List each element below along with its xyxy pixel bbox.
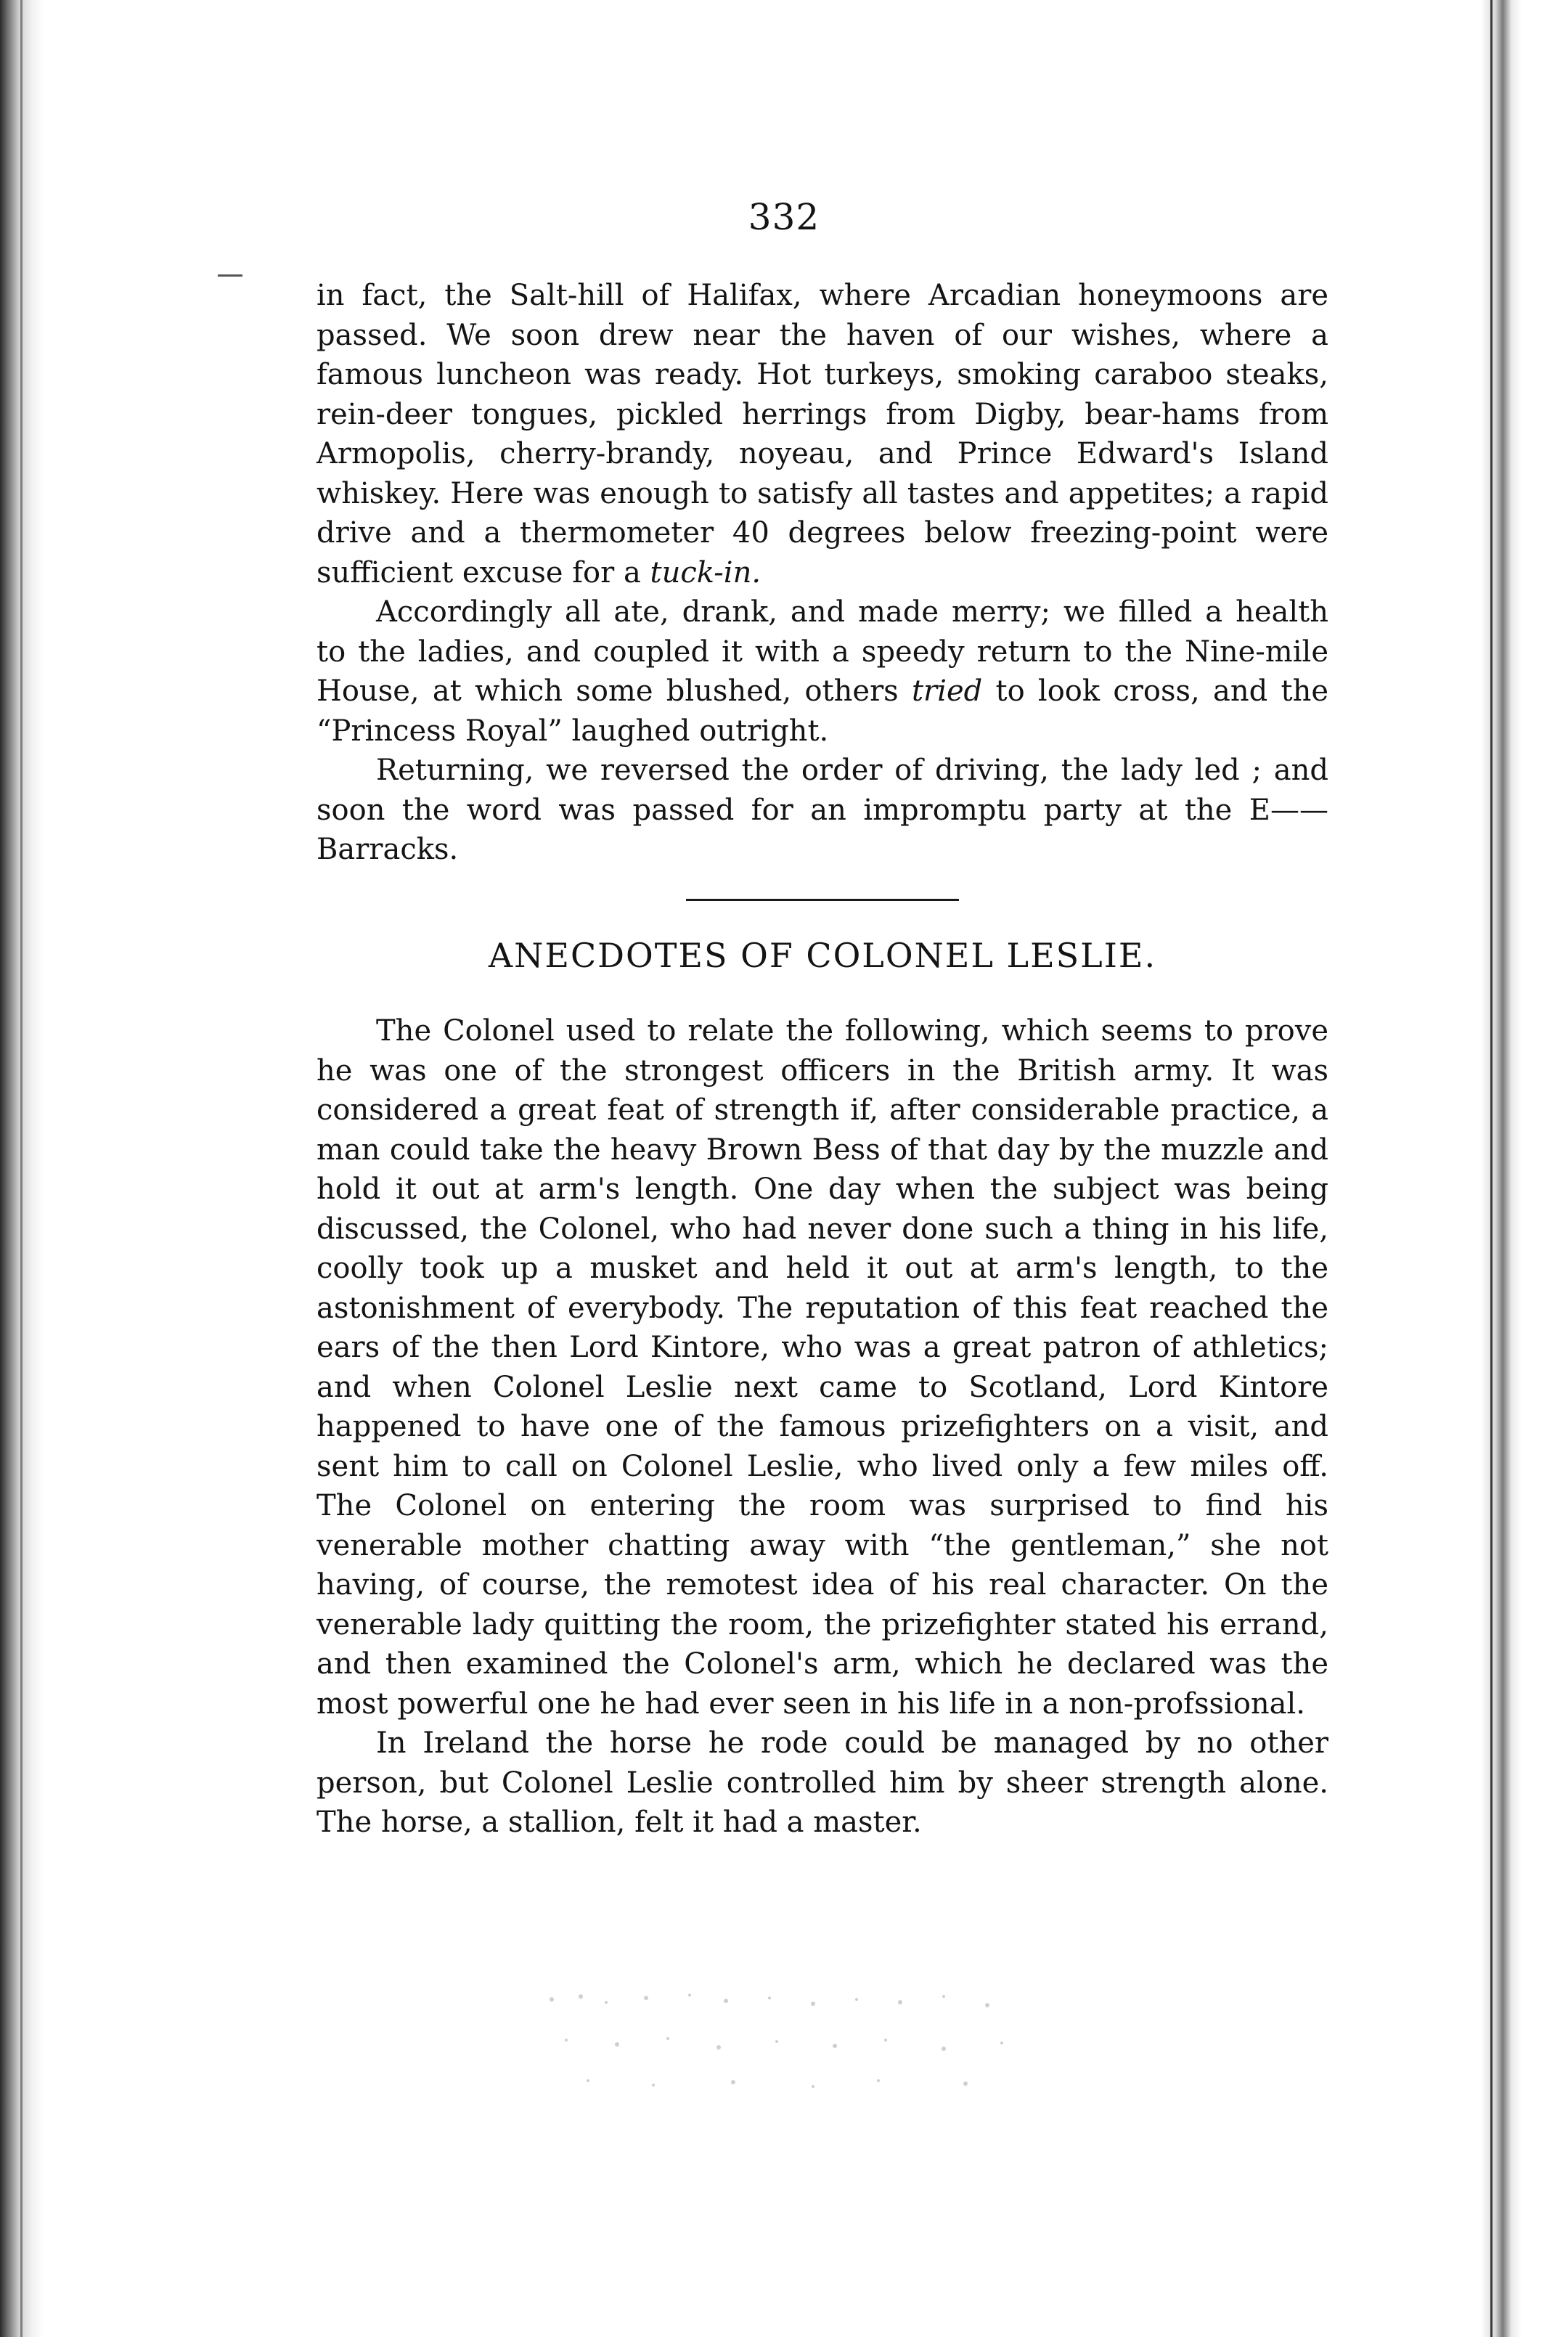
paragraph-merry [317, 592, 1328, 751]
faint-bleed-through-marks [537, 1989, 1103, 2098]
italic-word: tried [911, 674, 983, 708]
scan-page-edge-line [1490, 0, 1493, 2337]
section-divider [686, 899, 959, 901]
section-heading: ANECDOTES OF COLONEL LESLIE. [488, 935, 1157, 975]
paragraph-returning: Returning, we reversed the order of driving, the lady led ; and soon the word was passed for an impromptu party at the E—— Barracks. [317, 754, 1328, 866]
paragraph-ireland-horse: In Ireland the horse he rode could be managed by no other person, but Colonel Leslie controlled him by sheer strength alone. The horse, a stallion, felt it had a master. [317, 1726, 1328, 1839]
paragraph-text: in fact, the Salt-hill of Halifax, where Arcadian honeymoons are passed. We soon drew near the haven of our wishes, where a famous luncheon was ready. Hot turkeys, smoking caraboo steaks, rein-deer tongues, pickled herrings from Digby, bear-hams from Armopolis, cherry-brandy, noyeau, and Prince Edward's Island whiskey. Here was enough to satisfy all tastes and appetites; a rapid drive and a thermometer 40 degrees below freezing-point were sufficient excuse for a [317, 279, 1328, 590]
scan-binding-line [20, 0, 23, 2337]
paragraph-colonel-strength: The Colonel used to relate the following, which seems to prove he was one of the strongest officers in the British army. It was considered a great feat of strength if, after considerable practice, a man could take the heavy Brown Bess of that day by the muzzle and hold it out at arm's length. One day when the subject was being discussed, the Colonel, who had never done such a thing in his life, coolly took up a musket and held it out at arm's length, to the astonishment of everybody. The reputation of this feat reached the ears of the then Lord Kintore, who was a great patron of athletics; and when Colonel Leslie next came to Scotland, Lord Kintore happened to have one of the famous prizefighters on a visit, and sent him to call on Colonel Leslie, who lived only a few miles off. The Colonel on entering the room was surprised to find his venerable mother chatting away with “the gentleman,” she not having, of course, the remotest idea of his real character. On the venerable lady quitting the room, the prizefighter stated his errand, and then examined the Colonel's arm, which he declared was the most powerful one he had ever seen in his life in a non-profssional. [317, 1014, 1328, 1721]
page-body [317, 276, 1328, 1843]
page-number: 332 [748, 196, 820, 238]
paragraph-text: Accordingly all ate, drank, and made merry; we filled a health to the ladies, and coupled it with a speedy return to the Nine-mile House, at which some blushed, others [317, 595, 1328, 708]
italic-phrase: tuck-in. [650, 555, 761, 590]
paragraph-continuation [317, 276, 1328, 592]
scan-edge-right [1481, 0, 1568, 2337]
paragraph-text-end: to look cross, and the “Princess Royal” laughed outright. [317, 674, 1329, 748]
margin-mark [218, 274, 242, 277]
